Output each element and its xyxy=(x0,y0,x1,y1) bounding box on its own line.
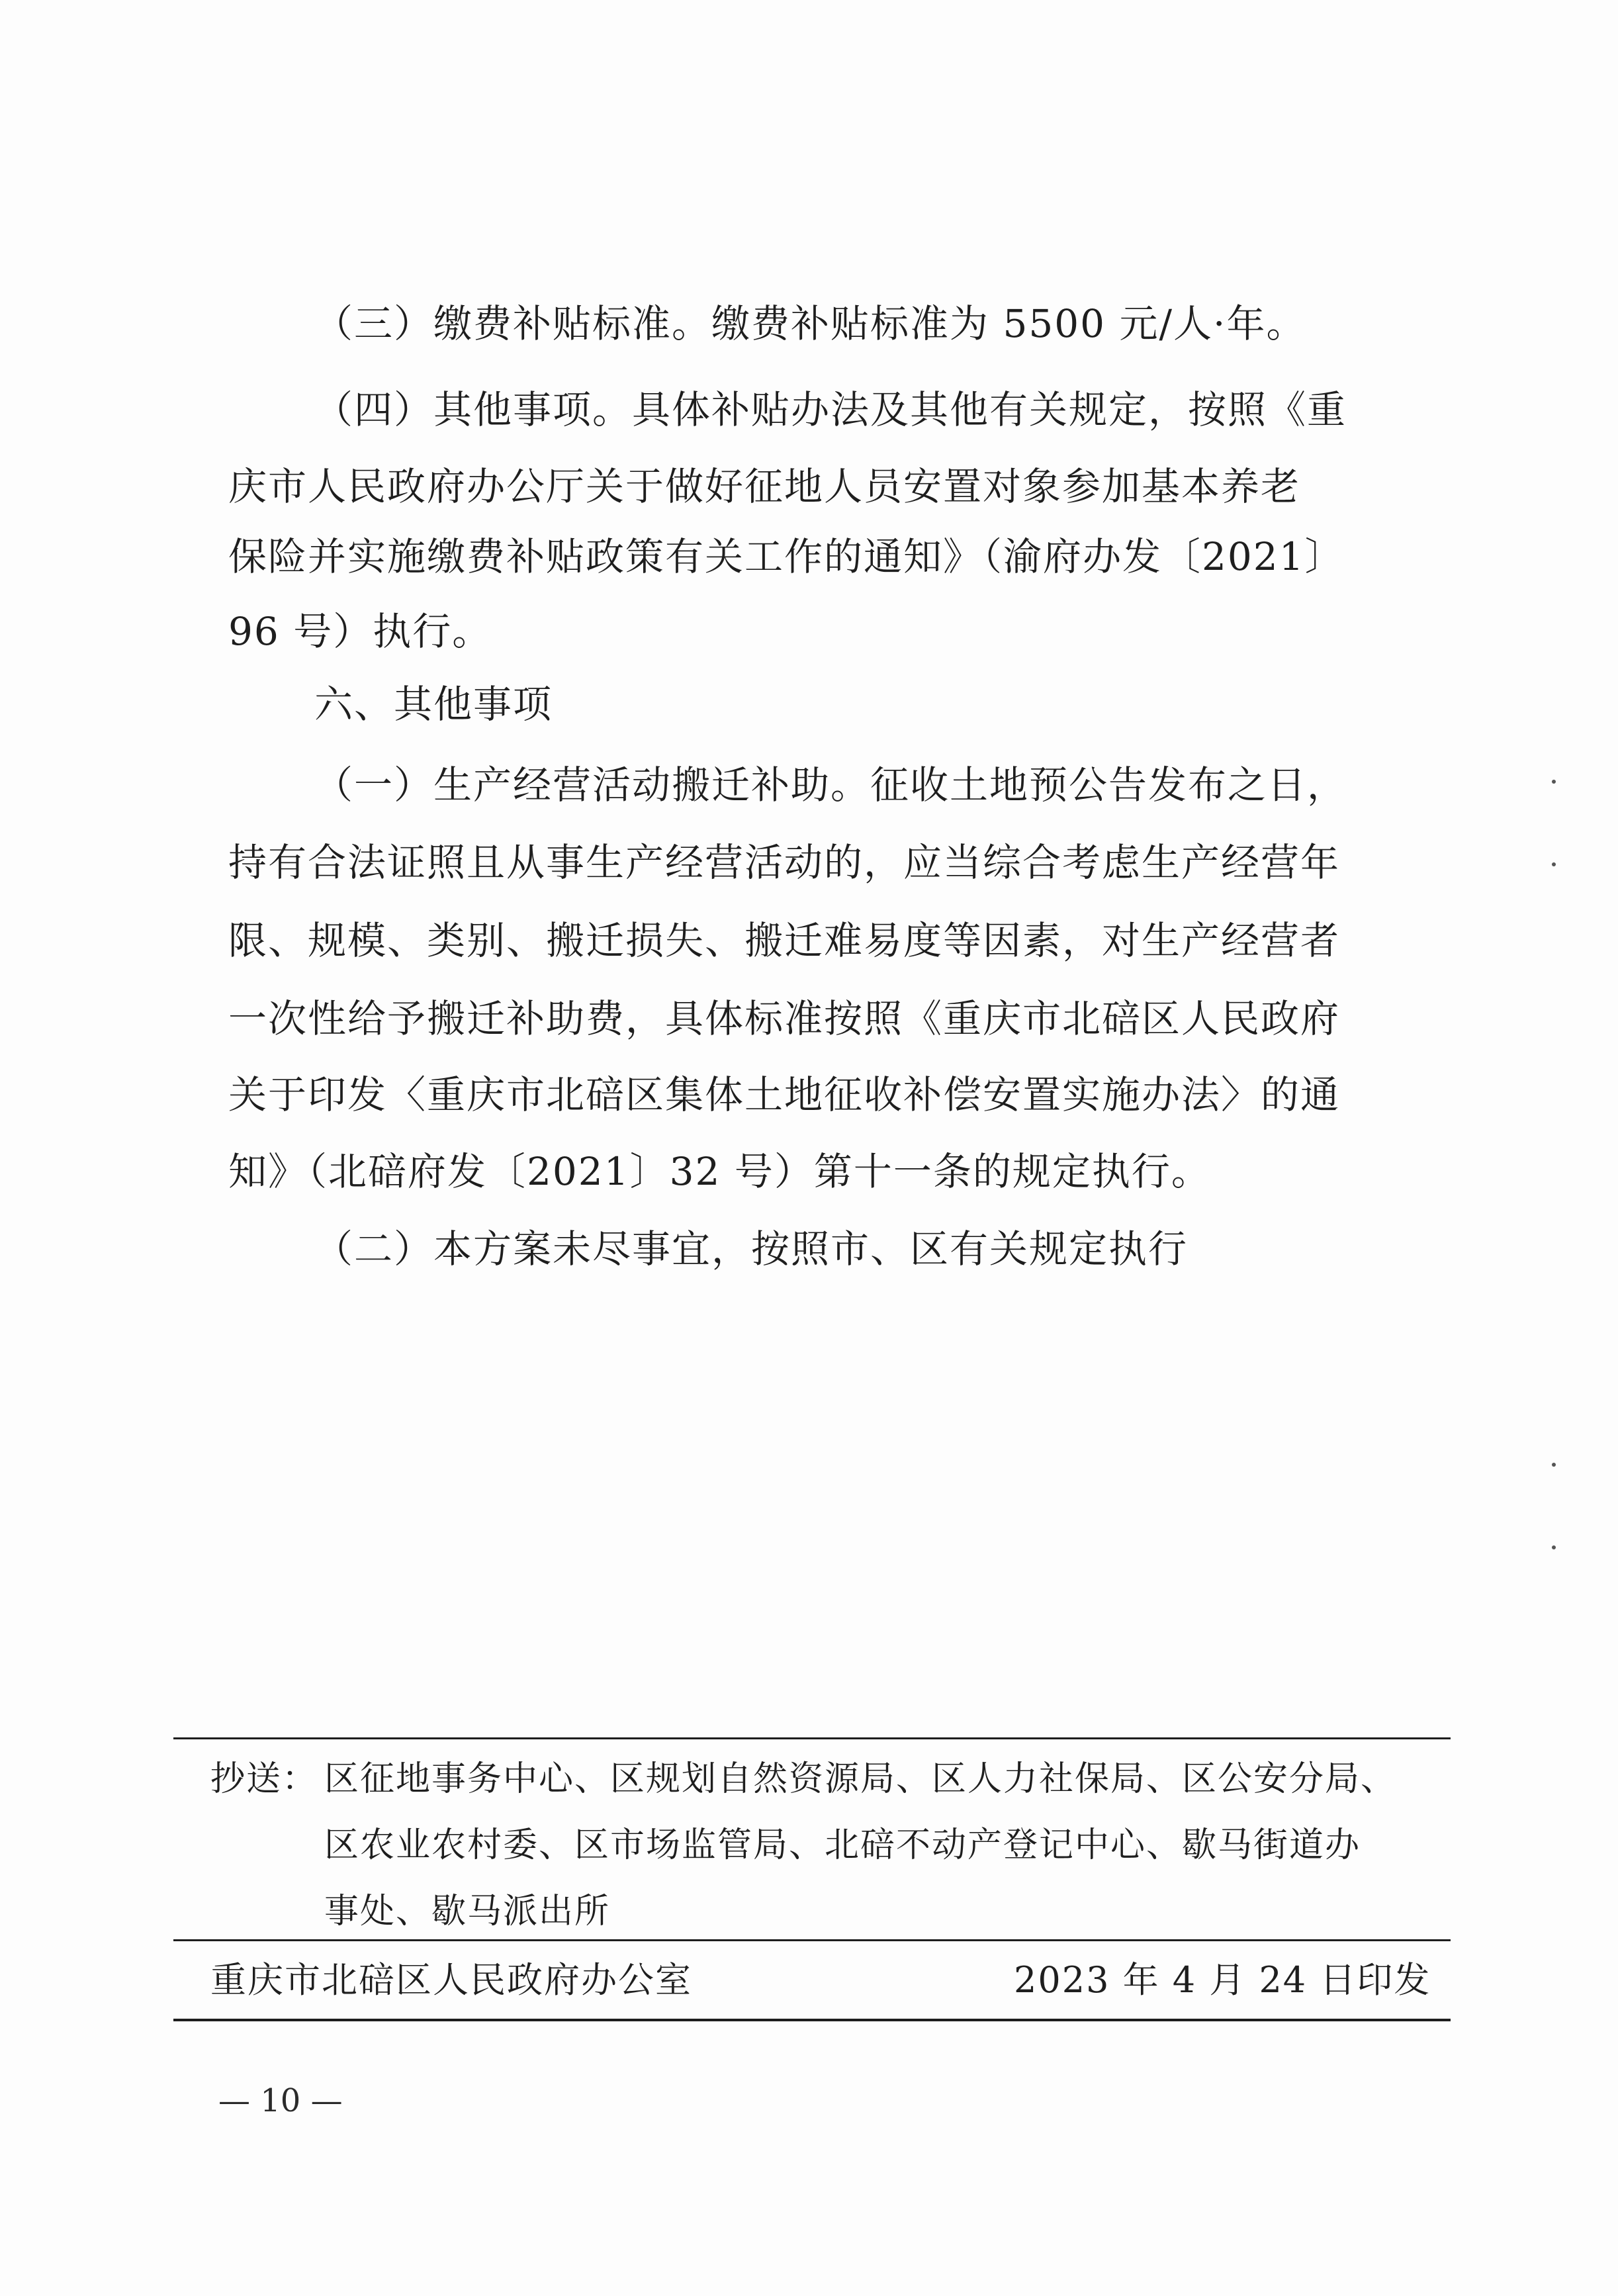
paragraph-line-12: （二）本方案未尽事宜，按照市、区有关规定执行 xyxy=(314,1226,1189,1271)
section-heading: 六、其他事项 xyxy=(314,682,553,727)
cc-recipients-line-1: 区征地事务中心、区规划自然资源局、区人力社保局、区公安分局、 xyxy=(324,1759,1397,1799)
paragraph-line-8: 限、规模、类别、搬迁损失、搬迁难易度等因素，对生产经营者 xyxy=(228,918,1341,963)
footer-bottom-rule xyxy=(173,2019,1451,2021)
cc-bottom-rule xyxy=(173,1939,1451,1941)
paragraph-line-9: 一次性给予搬迁补助费，具体标准按照《重庆市北碚区人民政府 xyxy=(228,996,1341,1041)
cc-label: 抄送： xyxy=(210,1759,318,1799)
issue-date: 2023 年 4 月 24 日印发 xyxy=(1014,1959,1431,2001)
paragraph-line-11: 知》（北碚府发〔2021〕32 号）第十一条的规定执行。 xyxy=(228,1149,1211,1194)
paragraph-line-3: 庆市人民政府办公厅关于做好征地人员安置对象参加基本养老 xyxy=(228,464,1301,509)
cc-recipients-line-2: 区农业农村委、区市场监管局、北碚不动产登记中心、歇马街道办 xyxy=(324,1825,1361,1865)
paragraph-line-5: 96 号）执行。 xyxy=(228,609,492,654)
scan-mark xyxy=(1552,1545,1556,1549)
paragraph-line-4: 保险并实施缴费补贴政策有关工作的通知》（渝府办发〔2021〕 xyxy=(228,534,1345,579)
paragraph-line-10: 关于印发〈重庆市北碚区集体土地征收补偿安置实施办法〉的通 xyxy=(228,1072,1341,1117)
scan-mark xyxy=(1552,780,1556,784)
page-number: — 10 — xyxy=(218,2082,343,2119)
paragraph-line-2: （四）其他事项。具体补贴办法及其他有关规定，按照《重 xyxy=(314,387,1347,432)
cc-top-rule xyxy=(173,1737,1451,1739)
paragraph-line-6: （一）生产经营活动搬迁补助。征收土地预公告发布之日， xyxy=(314,762,1347,807)
scan-mark xyxy=(1552,862,1556,866)
issuer-name: 重庆市北碚区人民政府办公室 xyxy=(210,1959,692,2001)
cc-recipients-line-3: 事处、歇马派出所 xyxy=(324,1892,611,1931)
paragraph-line-1: （三）缴费补贴标准。缴费补贴标准为 5500 元/人·年。 xyxy=(314,301,1306,346)
paragraph-line-7: 持有合法证照且从事生产经营活动的，应当综合考虑生产经营年 xyxy=(228,840,1341,885)
scan-mark xyxy=(1552,1463,1556,1467)
